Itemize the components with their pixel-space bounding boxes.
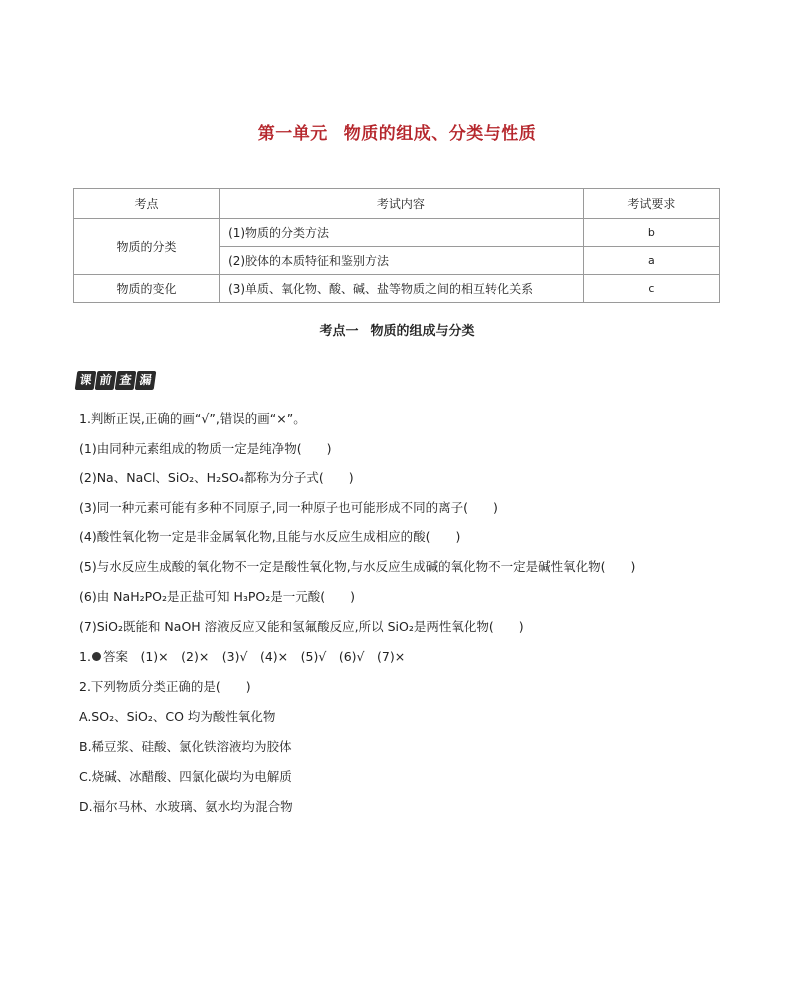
pre-class-badge [76, 371, 155, 390]
answer-prefix: 1. [79, 649, 91, 664]
question-2-stem: 2.下列物质分类正确的是( ) [79, 679, 251, 694]
badge-char: 课 [75, 371, 97, 390]
requirement-cell: c [583, 275, 719, 303]
section-text: 物质的组成与分类 [370, 324, 475, 339]
content-cell: (2)胶体的本质特征和鉴别方法 [220, 247, 584, 275]
question-1-item: (7)SiO₂既能和 NaOH 溶液反应又能和氢氟酸反应,所以 SiO₂是两性氧化物( ) [79, 619, 524, 634]
unit-title-number: 第一单元 [257, 124, 328, 144]
question-2-option-a: A.SO₂、SiO₂、CO 均为酸性氧化物 [79, 709, 276, 724]
section-number: 考点一 [319, 324, 359, 339]
topic-change: 物质的变化 [74, 275, 220, 303]
requirement-cell: b [583, 219, 719, 247]
table-row [74, 219, 720, 247]
badge-char: 查 [115, 371, 137, 390]
question-2-option-b: B.稀豆浆、硅酸、氯化铁溶液均为胶体 [79, 739, 292, 754]
question-1-item: (6)由 NaH₂PO₂是正盐可知 H₃PO₂是一元酸( ) [79, 589, 356, 604]
content-cell: (3)单质、氧化物、酸、碱、盐等物质之间的相互转化关系 [220, 275, 584, 303]
question-2-option-d: D.福尔马林、水玻璃、氨水均为混合物 [79, 799, 293, 814]
question-1-item: (1)由同种元素组成的物质一定是纯净物( ) [79, 441, 332, 456]
requirement-cell: a [583, 247, 719, 275]
question-1-item: (5)与水反应生成酸的氧化物不一定是酸性氧化物,与水反应生成碱的氧化物不一定是碱性氧化物( ) [79, 559, 636, 574]
unit-title [0, 119, 794, 144]
question-2-option-c: C.烧碱、冰醋酸、四氯化碳均为电解质 [79, 769, 292, 784]
unit-title-text: 物质的组成、分类与性质 [343, 124, 537, 144]
topic-classification: 物质的分类 [74, 219, 220, 275]
content-cell: (1)物质的分类方法 [220, 219, 584, 247]
question-1-item: (2)Na、NaCl、SiO₂、H₂SO₄都称为分子式( ) [79, 470, 354, 485]
header-content: 考试内容 [220, 189, 584, 219]
table-row [74, 275, 720, 303]
table-header-row [74, 189, 720, 219]
answer-text: 答案 (1)× (2)× (3)√ (4)× (5)√ (6)√ (7)× [102, 649, 406, 664]
exam-requirements-table [73, 188, 720, 303]
answer-marker-icon [92, 652, 101, 661]
question-1-item: (4)酸性氧化物一定是非金属氧化物,且能与水反应生成相应的酸( ) [79, 529, 461, 544]
section-title [0, 320, 794, 339]
question-1-stem: 1.判断正误,正确的画“√”,错误的画“×”。 [79, 411, 306, 426]
badge-char: 前 [95, 371, 117, 390]
header-topic: 考点 [74, 189, 220, 219]
question-1-item: (3)同一种元素可能有多种不同原子,同一种原子也可能形成不同的离子( ) [79, 500, 498, 515]
header-requirement: 考试要求 [583, 189, 719, 219]
question-1-answer [79, 647, 405, 665]
badge-char: 漏 [135, 371, 157, 390]
